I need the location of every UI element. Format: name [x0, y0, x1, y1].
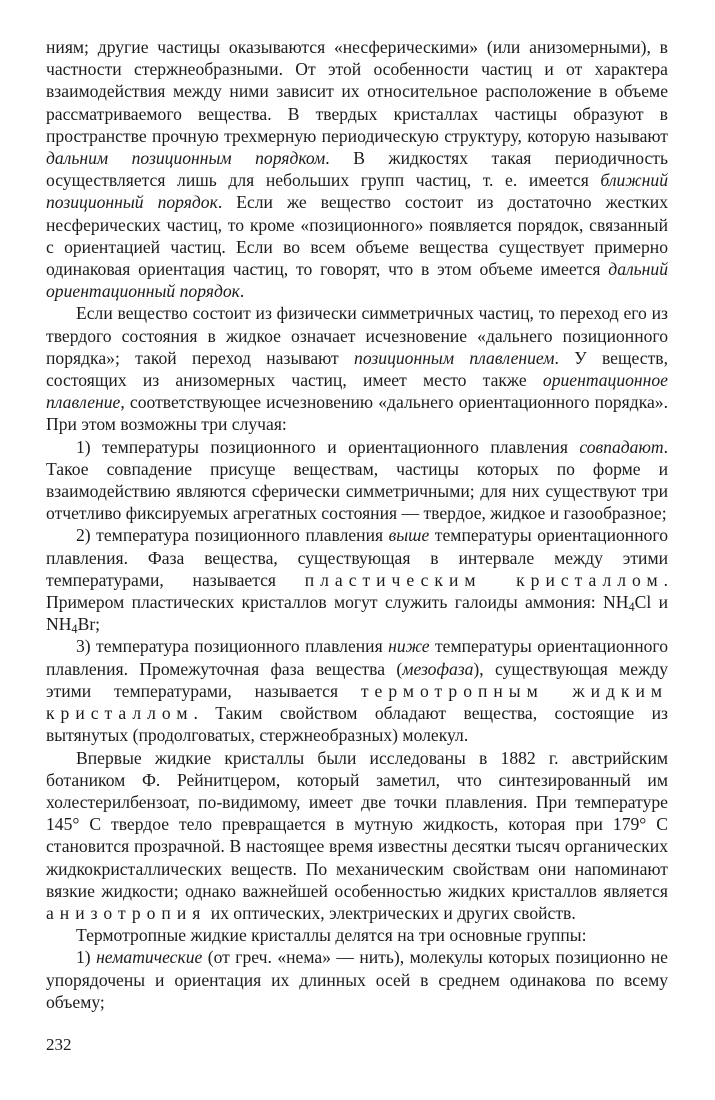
spaced-term: термотропным жидким кристаллом [46, 680, 668, 724]
text-run: 2) температура позиционного плавления [76, 525, 389, 546]
text-run: . [239, 281, 245, 302]
body-text [46, 36, 668, 1013]
list-item-case-2 [46, 524, 668, 635]
text-run: . Если же вещество состоит из достаточно жестких несферических частиц, то кроме «позиционного» появляется порядок, связанный с ориентацией частиц. Если во всем объеме вещества существует примерно одинаковая ориентация частиц, то говорят, что в этом объеме имеется [46, 192, 668, 280]
paragraph-melting-types [46, 302, 668, 435]
text-run: ), существующая между этими температурами, называется [46, 658, 668, 701]
spaced-term: анизотропия [46, 902, 207, 923]
paragraph-history [46, 747, 668, 925]
text-run: Br; [77, 614, 101, 635]
page-number: 232 [46, 1035, 72, 1054]
italic-term: нематические [96, 947, 203, 968]
paragraph-groups-intro [46, 924, 668, 946]
text-run: 1) [76, 947, 97, 968]
text-run: . Такое совпадение присуще веществам, частицы которых по форме и взаимодействию являются сферически симметричными; для них существуют три отчетливо фиксируемых агрегатных состояния — твердое, жидкое и газообразное; [46, 436, 668, 524]
spaced-term: пластическим кристаллом [304, 569, 664, 590]
text-run: (от греч. «нема» — нить), молекулы которых позиционно не упорядочены и ориентация их длинных осей в среднем одинакова по всему объему; [46, 947, 668, 1012]
list-item-nematic [46, 946, 668, 1013]
text-run: . В жидкостях такая периодичность осуществляется лишь для небольших групп частиц, т. е. имеется [46, 148, 668, 191]
text-run: . Примером пластических кристаллов могут служить галоиды аммония: NH [46, 569, 668, 613]
text-run: их оптических, электрических и других свойств. [206, 902, 576, 923]
text-run: 1) температуры позиционного и ориентационного плавления [76, 436, 580, 457]
text-run: ниям; другие частицы оказываются «несферическими» (или анизомерными), в частности стержнеобразными. От этой особенности частиц и от характера взаимодействия между ними зависит их относительное расположение в объеме рассматриваемого вещества. В твердых кристаллах частицы образуют в пространстве прочную трехмерную периодическую структуру, которую называют [46, 37, 668, 146]
subscript: 4 [628, 600, 635, 615]
italic-term: ближний позиционный порядок [46, 170, 668, 213]
text-run: Впервые жидкие кристаллы были исследованы в 1882 г. австрийским ботаником Ф. Рейнитцером, который заметил, что синтезированный им холестерилбензоат, по-видимому, имеет две точки плавления. При температуре 145° С твердое тело превращается в мутную жидкость, которая при 179° С становится прозрачной. В настоящее время известны десятки тысяч органических жидкокристаллических веществ. По механическим свойствам они напоминают вязкие жидкости; однако важнейшей особенностью жидких кристаллов является [46, 747, 668, 901]
italic-term: совпадают [579, 436, 664, 457]
list-item-case-3 [46, 635, 668, 746]
list-item-case-1 [46, 436, 668, 525]
text-run: . Таким свойством обладают вещества, состоящие из вытянутых (продолговатых, стержнеобразных) молекул. [46, 703, 668, 746]
italic-term: позиционным плавлением [354, 347, 555, 368]
text-run: Термотропные жидкие кристаллы делятся на три основные группы: [76, 925, 587, 946]
text-run: Cl и NH [46, 592, 668, 635]
italic-term: ниже [388, 636, 430, 657]
text-run: , соответствующее исчезновению «дальнего ориентационного порядка». При этом возможны три случая: [46, 392, 668, 435]
text-run: 3) температура позиционного плавления [76, 636, 389, 657]
text-run: Если вещество состоит из физически симметричных частиц, то переход его из твердого состояния в жидкое означает исчезновение «дальнего позиционного порядка»; такой переход называют [46, 303, 668, 368]
text-run: температуры ориентационного плавления. Промежуточная фаза вещества ( [46, 636, 668, 679]
italic-term: мезофаза [402, 658, 474, 679]
italic-term: дальний ориентационный порядок [46, 259, 668, 302]
text-run: . У веществ, состоящих из анизомерных частиц, имеет место также [46, 347, 668, 391]
italic-term: ориентационное плавление [46, 370, 668, 413]
paragraph-continuation [46, 36, 668, 302]
italic-term: выше [388, 525, 430, 546]
text-run: температуры ориентационного плавления. Фаза вещества, существующая в интервале между этими температурами, называется [46, 525, 668, 590]
italic-term: дальним позиционным порядком [46, 148, 326, 169]
subscript: 4 [71, 622, 78, 637]
